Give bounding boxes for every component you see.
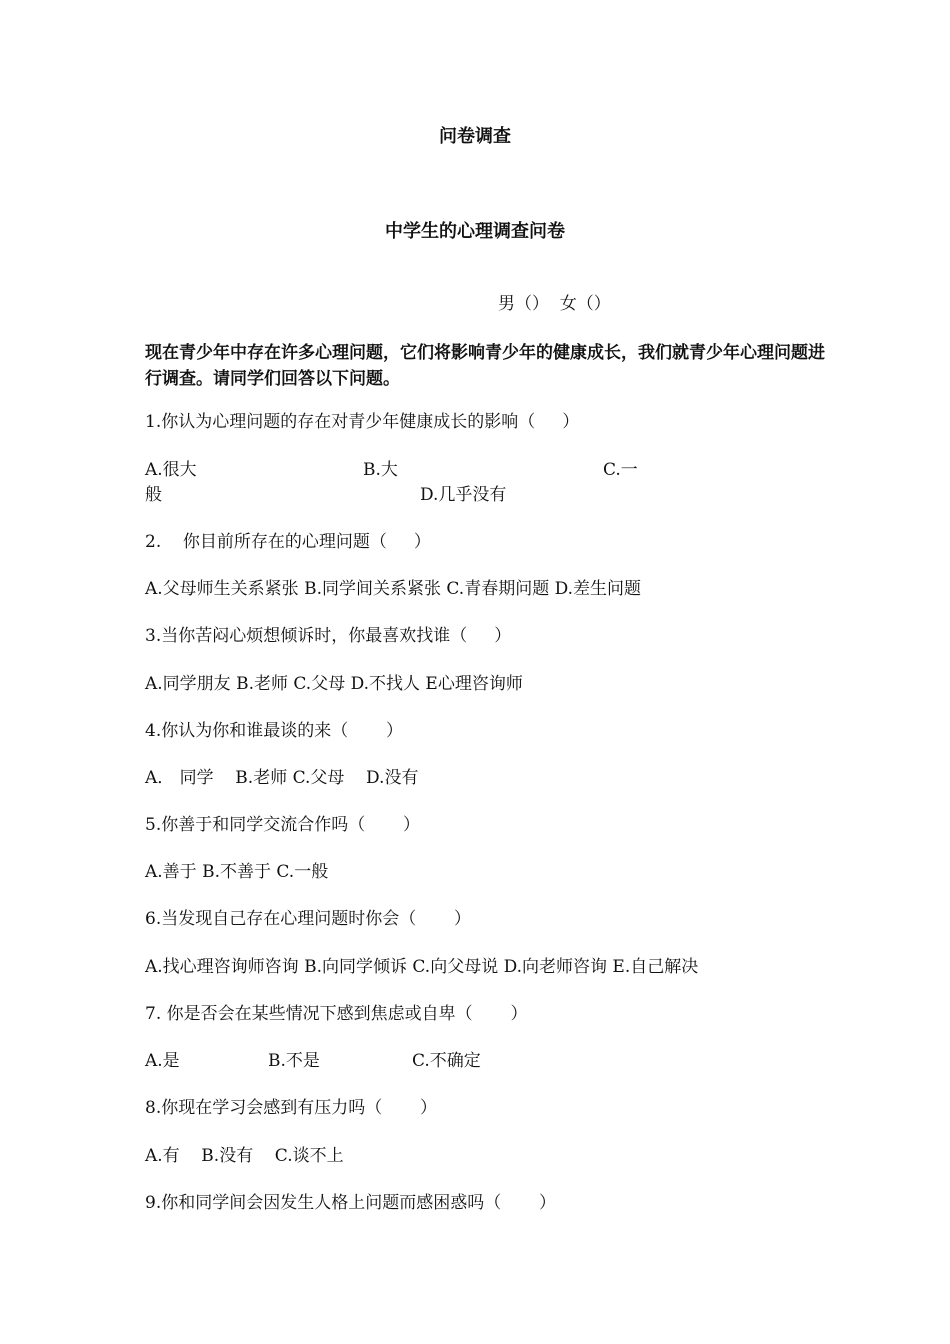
question-9: 9.你和同学间会因发生人格上问题而感困惑吗（ ） [145, 1193, 557, 1213]
question-3: 3.当你苦闷心烦想倾诉时，你最喜欢找谁（ ） [145, 626, 512, 646]
q1-option-d: D.几乎没有 [420, 485, 507, 505]
gender-line: 男（） 女（） [498, 294, 611, 314]
q8-options: A.有 B.没有 C.谈不上 [145, 1146, 344, 1166]
question-6: 6.当发现自己存在心理问题时你会（ ） [145, 909, 472, 929]
question-5: 5.你善于和同学交流合作吗（ ） [145, 815, 421, 835]
question-2: 2. 你目前所存在的心理问题（ ） [145, 532, 431, 552]
question-1: 1.你认为心理问题的存在对青少年健康成长的影响（ ） [145, 412, 580, 432]
q1-option-b: B.大 [363, 460, 398, 480]
document-title: 问卷调查 [439, 126, 511, 147]
q2-options: A.父母师生关系紧张 B.同学间关系紧张 C.青春期问题 D.差生问题 [145, 579, 642, 599]
q6-options: A.找心理咨询师咨询 B.向同学倾诉 C.向父母说 D.向老师咨询 E.自己解决 [145, 957, 699, 977]
q7-option-b: B.不是 [268, 1051, 320, 1071]
q4-options: A． 同学 B.老师 C.父母 D.没有 [145, 768, 419, 788]
q1-option-c: C.一 [603, 460, 638, 480]
q7-option-a: A.是 [145, 1051, 180, 1071]
question-7: 7. 你是否会在某些情况下感到焦虑或自卑（ ） [145, 1004, 528, 1024]
q7-option-c: C.不确定 [412, 1051, 481, 1071]
intro-paragraph: 现在青少年中存在许多心理问题，它们将影响青少年的健康成长，我们就青少年心理问题进行调查。请同学们回答以下问题。 [145, 343, 825, 389]
q1-option-c-wrap: 般 [145, 485, 162, 505]
question-8: 8.你现在学习会感到有压力吗（ ） [145, 1098, 438, 1118]
q3-options: A.同学朋友 B.老师 C.父母 D.不找人 E心理咨询师 [145, 674, 523, 694]
question-4: 4.你认为你和谁最谈的来（ ） [145, 721, 404, 741]
questionnaire-subtitle: 中学生的心理调查问卷 [385, 221, 565, 242]
q5-options: A.善于 B.不善于 C.一般 [145, 862, 329, 882]
q1-option-a: A.很大 [145, 460, 197, 480]
